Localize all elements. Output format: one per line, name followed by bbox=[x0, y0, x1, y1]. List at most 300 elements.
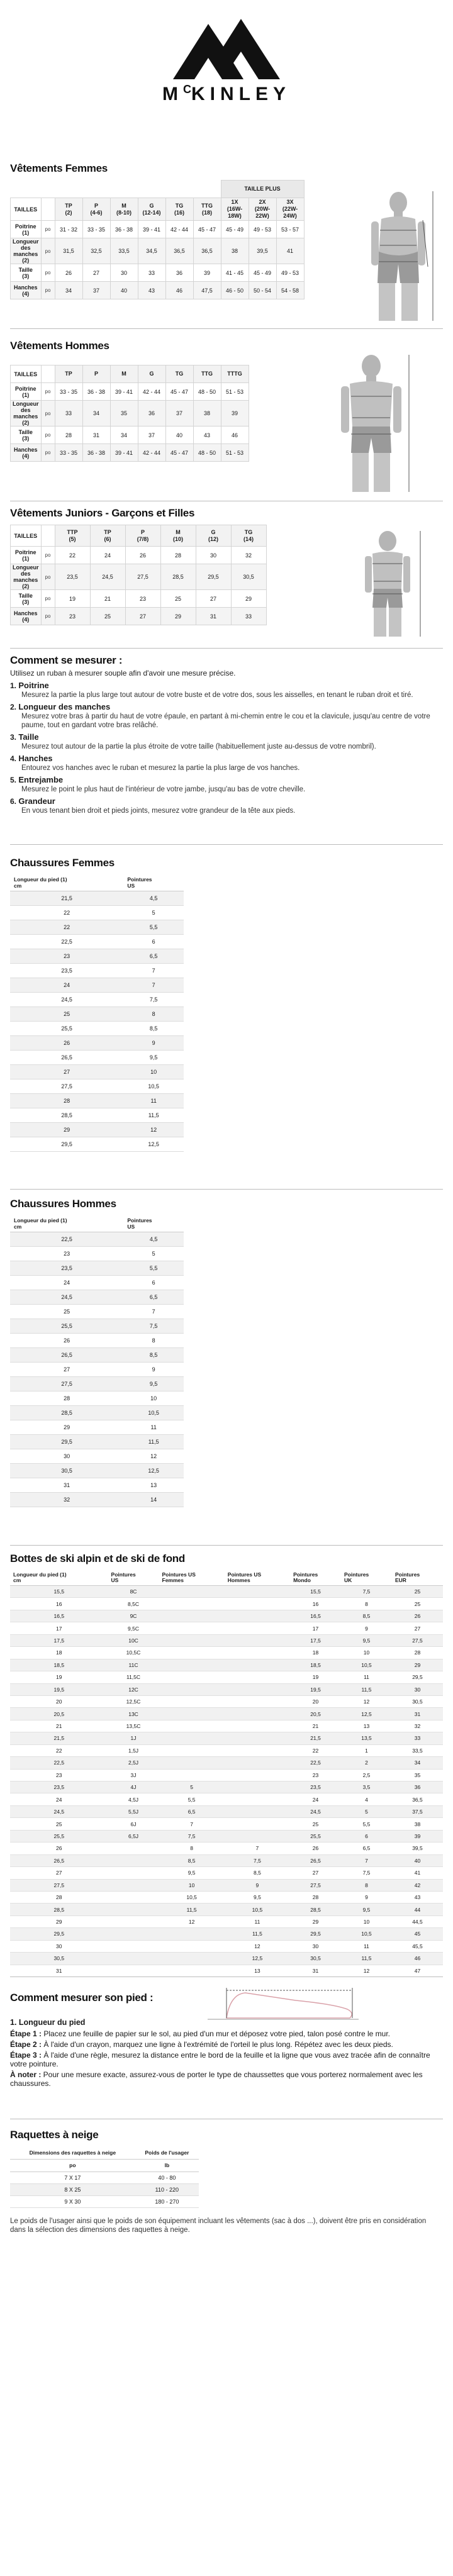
size-value: 33,5 bbox=[110, 238, 138, 264]
table-cell: 6 bbox=[123, 1276, 184, 1290]
size-row bbox=[11, 383, 249, 401]
table-cell: 24,5 bbox=[10, 993, 123, 1007]
table-row bbox=[10, 1007, 184, 1022]
table-cell: 8 bbox=[123, 1007, 184, 1022]
size-value: 31,5 bbox=[55, 238, 82, 264]
table-cell: 1 bbox=[341, 1744, 392, 1756]
size-value: 28 bbox=[160, 547, 196, 564]
table-cell: 23 bbox=[10, 949, 123, 964]
table-cell: 9 bbox=[123, 1363, 184, 1377]
table-row bbox=[10, 1435, 184, 1449]
table-cell: 27 bbox=[10, 1065, 123, 1079]
table-cell: 17 bbox=[10, 1622, 108, 1634]
size-value: 39 bbox=[221, 401, 249, 427]
table-cell: 16,5 bbox=[290, 1610, 341, 1622]
size-value: 51 - 53 bbox=[221, 383, 249, 401]
size-value: 36,5 bbox=[165, 238, 193, 264]
table-cell: 24,5 bbox=[10, 1805, 108, 1817]
step-label: Étape 2 : bbox=[10, 2040, 44, 2049]
section-title: Comment se mesurer : bbox=[10, 654, 123, 666]
table-row bbox=[10, 2195, 199, 2207]
size-value: 36 bbox=[138, 401, 165, 427]
size-value: 45 - 47 bbox=[165, 444, 193, 462]
table-cell: 9 bbox=[225, 1879, 290, 1891]
table-cell bbox=[225, 1622, 290, 1634]
table-cell: 11,5 bbox=[123, 1435, 184, 1449]
table-cell: 7,5 bbox=[341, 1586, 392, 1598]
table-cell: 21 bbox=[10, 1720, 108, 1732]
table-cell: 18,5 bbox=[10, 1659, 108, 1671]
table-cell: 23,5 bbox=[290, 1781, 341, 1793]
section-title: Vêtements Hommes bbox=[10, 340, 109, 352]
table-row bbox=[10, 1305, 184, 1319]
size-value: 42 - 44 bbox=[138, 444, 165, 462]
table-cell: 10,5 bbox=[341, 1928, 392, 1940]
table-cell: 41 bbox=[392, 1867, 443, 1879]
table-cell: 6,5 bbox=[159, 1805, 225, 1817]
table-cell: 17,5 bbox=[290, 1634, 341, 1646]
table-cell: 23 bbox=[290, 1769, 341, 1781]
table-cell: 4,5 bbox=[123, 1232, 184, 1247]
table-cell: 23,5 bbox=[10, 1261, 123, 1276]
table-row bbox=[10, 1854, 443, 1866]
column-header: Pointures US Femmes bbox=[159, 1570, 225, 1586]
table-cell: 10,5 bbox=[123, 1079, 184, 1094]
table-cell: 8,5 bbox=[123, 1348, 184, 1363]
unit-label: po bbox=[41, 427, 55, 444]
plus-size-header: TAILLE PLUS bbox=[221, 181, 304, 198]
table-cell: 5 bbox=[159, 1781, 225, 1793]
table-cell bbox=[108, 1891, 159, 1903]
table-cell: 10C bbox=[108, 1634, 159, 1646]
table-cell bbox=[225, 1793, 290, 1805]
size-value: 48 - 50 bbox=[193, 444, 221, 462]
table-cell: 27,5 bbox=[10, 1079, 123, 1094]
table-cell: 12C bbox=[108, 1683, 159, 1695]
table-cell: 13 bbox=[123, 1478, 184, 1493]
man-body-diagram bbox=[327, 352, 415, 497]
table-cell: 18,5 bbox=[290, 1659, 341, 1671]
table-cell: 21,5 bbox=[10, 891, 123, 906]
table-cell: 10 bbox=[341, 1647, 392, 1659]
size-value: 24,5 bbox=[90, 564, 125, 590]
table-cell: 23 bbox=[10, 1247, 123, 1261]
size-row bbox=[11, 564, 267, 590]
size-header: TG (16) bbox=[165, 198, 193, 221]
table-cell: 27 bbox=[10, 1867, 108, 1879]
table-cell: 21 bbox=[290, 1720, 341, 1732]
table-cell: 24,5 bbox=[10, 1290, 123, 1305]
table-cell: 12 bbox=[341, 1965, 392, 1977]
size-value: 36 - 38 bbox=[110, 221, 138, 238]
size-value: 45 - 47 bbox=[193, 221, 221, 238]
table-row bbox=[10, 1406, 184, 1420]
table-cell: 11 bbox=[123, 1420, 184, 1435]
table-row bbox=[10, 891, 184, 906]
table-cell: 11,5 bbox=[225, 1928, 290, 1940]
step-label: Poitrine bbox=[18, 681, 49, 690]
table-row bbox=[10, 964, 184, 978]
column-header: Pointures Mondo bbox=[290, 1570, 341, 1586]
table-cell bbox=[225, 1720, 290, 1732]
table-cell: 12 bbox=[159, 1915, 225, 1927]
snowshoes-section bbox=[10, 2129, 443, 2234]
table-row bbox=[10, 1744, 443, 1756]
table-cell: 25,5 bbox=[10, 1022, 123, 1036]
size-value: 49 - 53 bbox=[276, 264, 304, 282]
table-cell: 6,5 bbox=[123, 1290, 184, 1305]
table-cell: 8,5 bbox=[159, 1854, 225, 1866]
women-shoes-table bbox=[10, 874, 184, 1152]
table-cell: 16 bbox=[10, 1598, 108, 1610]
step-description: Mesurez tout autour de la partie la plus étroite de votre taille (habituellement juste au-dessus de votre nombril). bbox=[21, 743, 376, 750]
column-header: Longueur du pied (1) cm bbox=[10, 874, 123, 891]
table-row bbox=[10, 1647, 443, 1659]
table-cell: 9,5 bbox=[341, 1634, 392, 1646]
table-row bbox=[10, 1867, 443, 1879]
size-value: 35 bbox=[110, 401, 138, 427]
size-value: 29 bbox=[160, 608, 196, 625]
table-cell: 7 bbox=[123, 978, 184, 993]
table-row bbox=[10, 1695, 443, 1707]
table-cell bbox=[159, 1708, 225, 1720]
table-cell: 7 bbox=[341, 1854, 392, 1866]
size-value: 19 bbox=[55, 590, 90, 608]
table-row bbox=[10, 1247, 184, 1261]
table-cell bbox=[225, 1634, 290, 1646]
table-cell: 8,5 bbox=[341, 1610, 392, 1622]
table-row bbox=[10, 1671, 443, 1683]
table-cell: 27,5 bbox=[10, 1377, 123, 1391]
size-value: 39,5 bbox=[249, 238, 276, 264]
table-cell: 8C bbox=[108, 1586, 159, 1598]
table-cell: 9,5 bbox=[159, 1867, 225, 1879]
table-cell bbox=[159, 1659, 225, 1671]
table-cell: 29,5 bbox=[10, 1137, 123, 1152]
table-row bbox=[10, 1391, 184, 1406]
foot-step bbox=[10, 2051, 443, 2068]
column-header: Longueur du pied (1) cm bbox=[10, 1570, 108, 1586]
table-cell: 17,5 bbox=[10, 1634, 108, 1646]
table-cell: 3,5 bbox=[341, 1781, 392, 1793]
size-header: TTTG bbox=[221, 365, 249, 383]
table-cell: 45,5 bbox=[392, 1940, 443, 1952]
size-header: TP bbox=[55, 365, 82, 383]
size-value: 27 bbox=[196, 590, 231, 608]
table-cell: 26,5 bbox=[10, 1854, 108, 1866]
size-value: 39 - 41 bbox=[110, 383, 138, 401]
table-cell bbox=[159, 1671, 225, 1683]
table-cell: 8,5C bbox=[108, 1598, 159, 1610]
table-cell: 1,5J bbox=[108, 1744, 159, 1756]
table-cell: 29,5 bbox=[290, 1928, 341, 1940]
table-cell: 22 bbox=[10, 1744, 108, 1756]
step-description: En vous tenant bien droit et pieds joints, mesurez votre grandeur de la tête aux pieds. bbox=[21, 807, 296, 815]
table-cell: 18 bbox=[10, 1647, 108, 1659]
table-cell: 25,5 bbox=[10, 1830, 108, 1842]
table-cell: 7,5 bbox=[123, 1319, 184, 1334]
column-header: Pointures US bbox=[108, 1570, 159, 1586]
table-cell: 24 bbox=[10, 1793, 108, 1805]
table-cell: 31 bbox=[10, 1478, 123, 1493]
measure-label: Taille (3) bbox=[11, 590, 42, 608]
step-number: 6. bbox=[10, 797, 19, 806]
table-cell: 30 bbox=[10, 1940, 108, 1952]
table-cell: 10,5 bbox=[341, 1659, 392, 1671]
table-cell: 25 bbox=[392, 1586, 443, 1598]
size-value: 26 bbox=[55, 264, 82, 282]
size-value: 34,5 bbox=[138, 238, 165, 264]
table-cell: 30,5 bbox=[392, 1695, 443, 1707]
size-label: TAILLES bbox=[11, 198, 42, 221]
table-cell: 26 bbox=[392, 1610, 443, 1622]
table-cell: 18 bbox=[290, 1647, 341, 1659]
table-cell: 26 bbox=[290, 1843, 341, 1854]
size-value: 37 bbox=[82, 282, 110, 299]
step-description: Mesurez la partie la plus large tout autour de votre buste et de votre dos, sous les aisselles, en tenant le ruban droit et tiré. bbox=[21, 691, 413, 699]
measure-label: Longueur des manches (2) bbox=[11, 564, 42, 590]
table-cell: 7,5 bbox=[225, 1854, 290, 1866]
size-value: 40 bbox=[165, 427, 193, 444]
unit-header: po bbox=[10, 2159, 135, 2172]
table-cell: 9 X 30 bbox=[10, 2195, 135, 2207]
size-value: 27 bbox=[125, 608, 160, 625]
size-value: 45 - 47 bbox=[165, 383, 193, 401]
table-cell bbox=[225, 1683, 290, 1695]
measure-label: Poitrine (1) bbox=[11, 221, 42, 238]
size-value: 25 bbox=[160, 590, 196, 608]
measure-step bbox=[10, 754, 443, 772]
table-cell: 9 bbox=[341, 1622, 392, 1634]
table-cell: 10,5C bbox=[108, 1647, 159, 1659]
table-cell: 37,5 bbox=[392, 1805, 443, 1817]
measure-step bbox=[10, 681, 443, 700]
size-value: 36 - 38 bbox=[82, 383, 110, 401]
size-value: 24 bbox=[90, 547, 125, 564]
size-value: 33 - 35 bbox=[55, 383, 82, 401]
size-value: 39 bbox=[193, 264, 221, 282]
table-cell bbox=[225, 1695, 290, 1707]
size-label: TAILLES bbox=[11, 525, 42, 547]
step-label: À noter : bbox=[10, 2070, 43, 2079]
table-row bbox=[10, 1904, 443, 1915]
section-divider bbox=[10, 648, 443, 649]
table-row bbox=[10, 1137, 184, 1152]
size-value: 21 bbox=[90, 590, 125, 608]
table-cell: 5,5 bbox=[123, 1261, 184, 1276]
table-cell bbox=[108, 1915, 159, 1927]
table-cell bbox=[225, 1610, 290, 1622]
table-cell: 27,5 bbox=[290, 1879, 341, 1891]
size-value: 45 - 49 bbox=[221, 221, 249, 238]
table-row bbox=[10, 1493, 184, 1507]
size-value: 50 - 54 bbox=[249, 282, 276, 299]
table-cell: 31 bbox=[10, 1965, 108, 1977]
table-row bbox=[10, 1622, 443, 1634]
size-value: 28 bbox=[55, 427, 82, 444]
table-row bbox=[10, 1449, 184, 1464]
table-row bbox=[10, 1953, 443, 1965]
table-cell: 15,5 bbox=[10, 1586, 108, 1598]
table-cell bbox=[108, 1867, 159, 1879]
table-cell bbox=[159, 1586, 225, 1598]
table-cell bbox=[159, 1757, 225, 1769]
table-cell bbox=[225, 1647, 290, 1659]
size-row bbox=[11, 264, 305, 282]
table-cell: 29,5 bbox=[392, 1671, 443, 1683]
table-cell: 6,5 bbox=[123, 949, 184, 964]
table-cell: 23,5 bbox=[10, 964, 123, 978]
table-cell bbox=[159, 1683, 225, 1695]
table-cell: 27 bbox=[392, 1622, 443, 1634]
table-row bbox=[10, 1634, 443, 1646]
men-shoes-table bbox=[10, 1215, 184, 1507]
size-value: 27 bbox=[82, 264, 110, 282]
table-cell: 28,5 bbox=[10, 1108, 123, 1123]
table-cell: 33,5 bbox=[392, 1744, 443, 1756]
table-cell: 25 bbox=[10, 1007, 123, 1022]
table-cell bbox=[225, 1586, 290, 1598]
table-cell: 7 X 17 bbox=[10, 2172, 135, 2183]
table-cell: 39 bbox=[392, 1830, 443, 1842]
step-label: Étape 3 : bbox=[10, 2051, 44, 2060]
table-cell bbox=[159, 1732, 225, 1744]
size-value: 31 - 32 bbox=[55, 221, 82, 238]
table-cell: 11 bbox=[225, 1915, 290, 1927]
table-cell: 6J bbox=[108, 1818, 159, 1830]
step-text: À l'aide d'une règle, mesurez la distance entre le bord de la feuille et la ligne que vous avez tracée afin de connaître votre pointure. bbox=[10, 2051, 430, 2068]
table-cell: 17 bbox=[290, 1622, 341, 1634]
table-row bbox=[10, 1781, 443, 1793]
table-cell: 16,5 bbox=[10, 1610, 108, 1622]
section-title: Vêtements Femmes bbox=[10, 162, 108, 174]
size-header: M (10) bbox=[160, 525, 196, 547]
foot-step bbox=[10, 2070, 443, 2088]
table-cell: 27 bbox=[10, 1363, 123, 1377]
size-header: TP (6) bbox=[90, 525, 125, 547]
section-divider bbox=[10, 328, 443, 329]
size-value: 47,5 bbox=[193, 282, 221, 299]
step-description: Mesurez votre bras à partir du haut de votre épaule, en partant à mi-chemin entre le cou et la clavicule, jusqu'au centre de votre paume, tout en gardant votre bras relâché. bbox=[21, 713, 430, 729]
table-cell: 6 bbox=[341, 1830, 392, 1842]
table-cell: 28,5 bbox=[10, 1904, 108, 1915]
table-row bbox=[10, 1708, 443, 1720]
table-cell: 5 bbox=[123, 1247, 184, 1261]
step-description: Entourez vos hanches avec le ruban et mesurez la partie la plus large de vos hanches. bbox=[21, 764, 300, 772]
how-to-measure-section bbox=[10, 654, 443, 815]
unit-label: po bbox=[41, 590, 55, 608]
size-value: 31 bbox=[82, 427, 110, 444]
table-cell: 25 bbox=[392, 1598, 443, 1610]
table-cell: 42 bbox=[392, 1879, 443, 1891]
measure-label: Longueur des manches (2) bbox=[11, 238, 42, 264]
table-cell bbox=[108, 1940, 159, 1952]
table-cell: 13 bbox=[225, 1965, 290, 1977]
unit-label: po bbox=[41, 401, 55, 427]
unit-label: po bbox=[41, 608, 55, 625]
size-value: 54 - 58 bbox=[276, 282, 304, 299]
size-value: 36 bbox=[165, 264, 193, 282]
table-cell: 28,5 bbox=[290, 1904, 341, 1915]
step-number: 4. bbox=[10, 754, 19, 763]
table-cell: 12 bbox=[123, 1449, 184, 1464]
table-cell bbox=[225, 1708, 290, 1720]
unit-label: po bbox=[41, 238, 55, 264]
table-row bbox=[10, 935, 184, 949]
table-cell bbox=[159, 1634, 225, 1646]
table-cell: 38 bbox=[392, 1818, 443, 1830]
table-cell: 40 - 80 bbox=[135, 2172, 199, 2183]
table-cell bbox=[159, 1695, 225, 1707]
size-value: 23,5 bbox=[55, 564, 90, 590]
table-row bbox=[10, 1464, 184, 1478]
size-header: TG (14) bbox=[231, 525, 266, 547]
table-cell bbox=[159, 1769, 225, 1781]
size-header: G (12) bbox=[196, 525, 231, 547]
table-cell bbox=[108, 1904, 159, 1915]
size-header: 2X (20W-22W) bbox=[249, 198, 276, 221]
brand-logo bbox=[0, 19, 453, 105]
table-cell: 29 bbox=[392, 1659, 443, 1671]
size-value: 23 bbox=[55, 608, 90, 625]
table-cell: 23,5 bbox=[10, 1781, 108, 1793]
table-cell: 12,5 bbox=[341, 1708, 392, 1720]
size-header: P (4-6) bbox=[82, 198, 110, 221]
size-header: G bbox=[138, 365, 165, 383]
junior-size-table bbox=[10, 525, 267, 625]
unit-label: po bbox=[41, 264, 55, 282]
size-value: 43 bbox=[193, 427, 221, 444]
table-cell: 5,5 bbox=[341, 1818, 392, 1830]
unit-label: po bbox=[41, 282, 55, 299]
table-cell: 5,5J bbox=[108, 1805, 159, 1817]
size-value: 51 - 53 bbox=[221, 444, 249, 462]
table-row bbox=[10, 1051, 184, 1065]
table-cell: 12,5 bbox=[123, 1137, 184, 1152]
table-row bbox=[10, 1769, 443, 1781]
size-value: 46 bbox=[165, 282, 193, 299]
woman-body-diagram bbox=[357, 189, 439, 327]
size-value: 32 bbox=[231, 547, 266, 564]
table-cell: 4,5J bbox=[108, 1793, 159, 1805]
size-value: 36 - 38 bbox=[82, 444, 110, 462]
column-header: Poids de l'usager bbox=[135, 2146, 199, 2159]
table-cell: 36,5 bbox=[392, 1793, 443, 1805]
step-label: Grandeur bbox=[18, 796, 55, 806]
table-cell bbox=[108, 1953, 159, 1965]
section-divider bbox=[10, 1545, 443, 1546]
table-cell: 28,5 bbox=[10, 1406, 123, 1420]
table-cell: 11,5 bbox=[341, 1953, 392, 1965]
table-cell: 19,5 bbox=[290, 1683, 341, 1695]
table-cell: 4,5 bbox=[123, 891, 184, 906]
foot-step bbox=[10, 2029, 443, 2038]
table-cell bbox=[225, 1818, 290, 1830]
table-cell: 24 bbox=[10, 978, 123, 993]
step-label: Hanches bbox=[18, 754, 53, 763]
table-row bbox=[10, 1065, 184, 1079]
table-row bbox=[10, 1363, 184, 1377]
table-cell: 12 bbox=[123, 1123, 184, 1137]
table-row bbox=[10, 1610, 443, 1622]
table-cell: 13C bbox=[108, 1708, 159, 1720]
table-cell: 22,5 bbox=[10, 1757, 108, 1769]
table-cell: 44 bbox=[392, 1904, 443, 1915]
table-cell: 8 bbox=[341, 1879, 392, 1891]
table-cell: 2,5 bbox=[341, 1769, 392, 1781]
table-row bbox=[10, 1891, 443, 1903]
size-value: 46 - 50 bbox=[221, 282, 249, 299]
